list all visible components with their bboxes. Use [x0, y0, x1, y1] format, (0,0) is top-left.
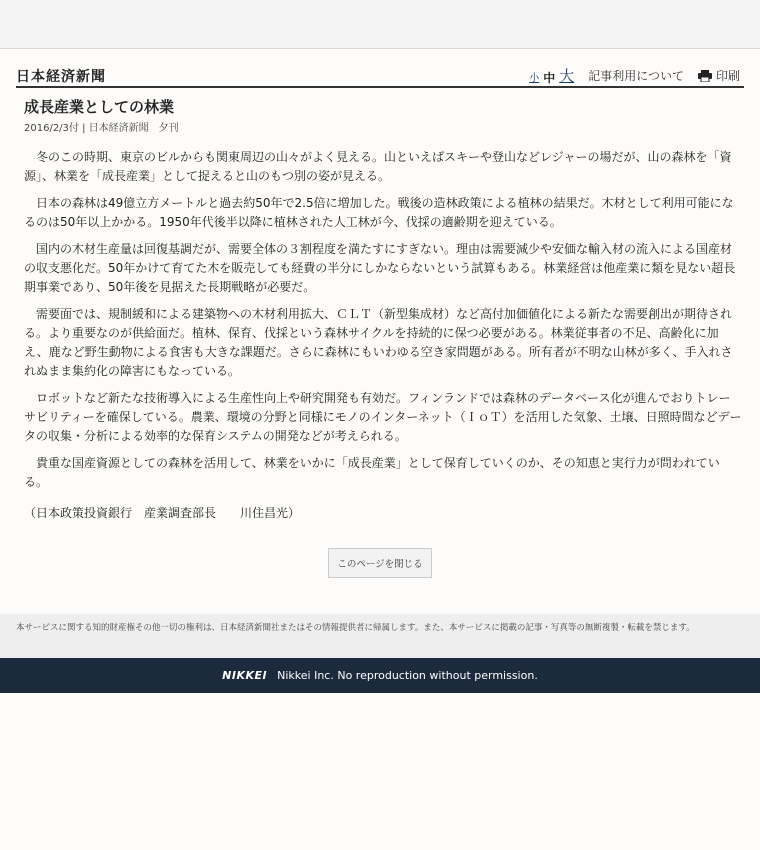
article-paragraph: 需要面では、規制緩和による建築物への木材利用拡大、ＣＬＴ（新型集成材）など高付加価値化による新たな需要創出が期待される。より重要なのが供給面だ。植林、保育、伐採という森林サイクルを持続的に保つ必要がある。林業従事者の不足、高齢化に加え、鹿など野生動物による食害も大きな課題だ。さらに森林にもいわゆる空き家問題がある。所有者が不明な山林が多く、手入れされぬまま集約化の障害にもなっている。 [24, 307, 733, 378]
copyright-notice: 本サービスに関する知的財産権その他一切の権利は、日本経済新聞社またはその情報提供者に帰属します。また、本サービスに掲載の記事・写真等の無断複製・転載を禁じます。 [0, 614, 760, 658]
usage-link[interactable]: 記事利用について [588, 69, 684, 83]
print-label: 印刷 [715, 69, 740, 83]
article-meta: 2016/2/3付 | 日本経済新聞 夕刊 [24, 123, 179, 134]
printer-icon [698, 70, 712, 82]
article-paragraph: 国内の木材生産量は回復基調だが、需要全体の３割程度を満たすにすぎない。理由は需要減少や安価な輸入材の流入による国産材の収支悪化だ。50年かけて育てた木を販売しても経費の半分にしかならないという試算もある。林業経営は他産業に類を見ない超長期事業であり、50年後を見据えた長期戦略が必要だ。 [24, 242, 736, 294]
close-page-button[interactable]: このページを閉じる [328, 548, 432, 578]
article-paragraph: 冬のこの時期、東京のビルからも関東周辺の山々がよく見える。山といえばスキーや登山などレジャーの場だが、山の森林を「資源」、林業を「成長産業」として捉えると山のもつ別の姿が見える。 [24, 150, 732, 183]
toolbar [529, 66, 740, 84]
article-title: 成長産業としての林業 [24, 98, 175, 116]
footer-text: Nikkei Inc. No reproduction without permission. [277, 669, 538, 682]
article-paragraph: 日本の森林は49億立方メートルと過去約50年で2.5倍に増加した。戦後の造林政策による植林の結果だ。木材として利用可能になるのは50年以上かかる。1950年代後半以降に植林された人工林が今、伐採の適齢期を迎えている。 [24, 196, 734, 229]
article-byline: （日本政策投資銀行 産業調査部長 川住昌光） [24, 506, 301, 520]
font-size-small-button[interactable]: 小 [529, 73, 540, 84]
article-paragraph: 貴重な国産資源としての森林を活用して、林業をいかに「成長産業」として保育していくのか、その知恵と実行力が問われている。 [24, 456, 720, 489]
font-size-medium-button[interactable]: 中 [543, 71, 556, 85]
masthead [16, 64, 744, 88]
nikkei-logo: 日本経済新聞 [16, 69, 106, 85]
article-body [24, 148, 742, 500]
footer-logo: NIKKEI [222, 669, 268, 682]
footer [0, 658, 760, 693]
print-button[interactable] [698, 67, 740, 84]
article-paragraph: ロボットなど新たな技術導入による生産性向上や研究開発も有効だ。フィンランドでは森林のデータベース化が進んでおりトレーサビリティーを確保している。農業、環境の分野と同様にモノのインターネット（ＩｏＴ）を活用した気象、土壌、日照時間などデータの収集・分析による効率的な保育システムの開発などが考えられる。 [24, 391, 742, 443]
browser-top-band [0, 0, 760, 49]
font-size-large-button[interactable]: 大 [559, 67, 575, 85]
